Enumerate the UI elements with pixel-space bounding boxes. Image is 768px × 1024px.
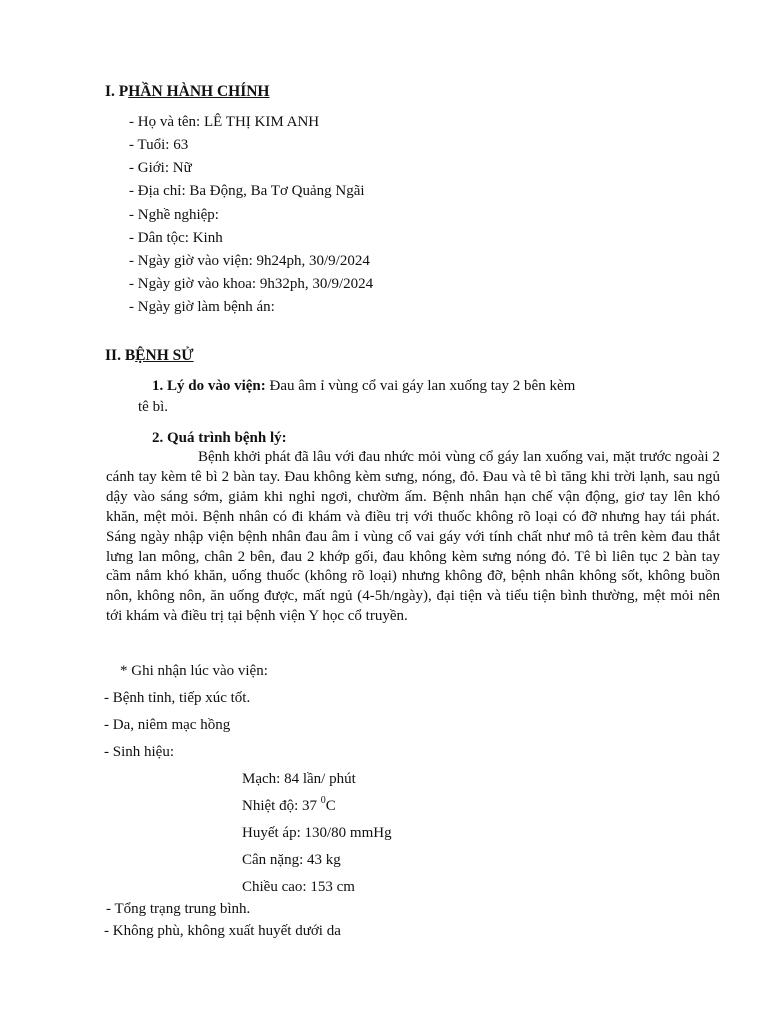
admin-item-hospital-admission: - Ngày giờ vào viện: 9h24ph, 30/9/2024 — [129, 253, 370, 269]
section-title-administrative — [105, 80, 269, 103]
section-title-underlined: ỆNH SỬ — [135, 347, 194, 364]
admin-item-ethnicity: - Dân tộc: Kinh — [129, 230, 223, 246]
admission-note-heading: * Ghi nhận lúc vào viện: — [120, 663, 268, 679]
vital-weight: Cân nặng: 43 kg — [242, 852, 341, 868]
vital-blood-pressure: Huyết áp: 130/80 mmHg — [242, 825, 392, 841]
temp-prefix: Nhiệt độ: 37 — [242, 798, 321, 814]
vital-height: Chiều cao: 153 cm — [242, 879, 355, 895]
temp-degree: 0 — [320, 795, 326, 806]
vital-pulse: Mạch: 84 lần/ phút — [242, 771, 356, 787]
admin-item-ward-admission: - Ngày giờ vào khoa: 9h32ph, 30/9/2024 — [129, 276, 374, 292]
finding-skin: - Da, niêm mạc hồng — [104, 717, 231, 733]
disease-course-paragraph: Bệnh khởi phát đã lâu với đau nhức mỏi vùng cổ gáy lan xuống vai, mặt trước ngoài 2 cánh tay kèm tê bì 2 bàn tay. Đau không kèm sưng, nóng, đỏ. Đau và tê bì tăng khi trời lạnh, sau ngủ dậy vào sáng sớm, giảm khi nghỉ ngơi, chườm ấm. Bệnh nhân hạn chế vận động, giơ tay lên khó khăn, mệt mỏi. Bệnh nhân có đi khám và điều trị với thuốc không rõ loại có đỡ nhưng hay tái phát. Sáng ngày nhập viện bệnh nhân đau âm ỉ vùng cổ vai gáy với tính chất như mô tả trên kèm đau thắt lưng lan mông, chân 2 bên, đau 2 khớp gối, đau không kèm sưng nóng đỏ. Tê bì liên tục 2 bàn tay cầm nắm khó khăn, uống thuốc (không rõ loại) nhưng không đỡ, bệnh nhân không sốt, không buồn nôn, không nôn, ăn uống được, mất ngủ (4-5h/ngày), đại tiện và tiểu tiện bình thường, mệt mỏi nên tới khám và điều trị tại bệnh viện Y học cổ truyền. — [106, 449, 720, 625]
finding-general-condition: - Tổng trạng trung bình. — [106, 901, 251, 917]
finding-no-edema: - Không phù, không xuất huyết dưới da — [104, 923, 341, 939]
admin-item-address: - Địa chỉ: Ba Động, Ba Tơ Quảng Ngãi — [129, 183, 365, 199]
admin-item-gender: - Giới: Nữ — [129, 160, 192, 176]
admin-item-record-date: - Ngày giờ làm bệnh án: — [129, 299, 275, 315]
section-title-history — [105, 344, 194, 367]
reason-label: 1. Lý do vào viện: — [152, 378, 266, 394]
section-title-prefix: II. B — [105, 347, 136, 364]
section-title-underlined: HẦN HÀNH CHÍNH — [128, 83, 270, 100]
reason-for-admission — [152, 375, 575, 398]
admin-item-age: - Tuổi: 63 — [129, 137, 189, 153]
finding-consciousness: - Bệnh tỉnh, tiếp xúc tốt. — [104, 690, 251, 706]
disease-course-label: 2. Quá trình bệnh lý: — [152, 430, 287, 446]
reason-continuation: tê bì. — [138, 399, 168, 415]
temp-unit: C — [325, 798, 336, 814]
reason-text: Đau âm ỉ vùng cổ vai gáy lan xuống tay 2 bên kèm — [265, 378, 576, 394]
admin-item-occupation: - Nghề nghiệp: — [129, 207, 219, 223]
section-title-prefix: I. P — [105, 83, 129, 100]
finding-vitals-heading: - Sinh hiệu: — [104, 744, 174, 760]
admin-item-name: - Họ và tên: LÊ THỊ KIM ANH — [129, 114, 320, 130]
vital-temperature — [242, 795, 336, 818]
